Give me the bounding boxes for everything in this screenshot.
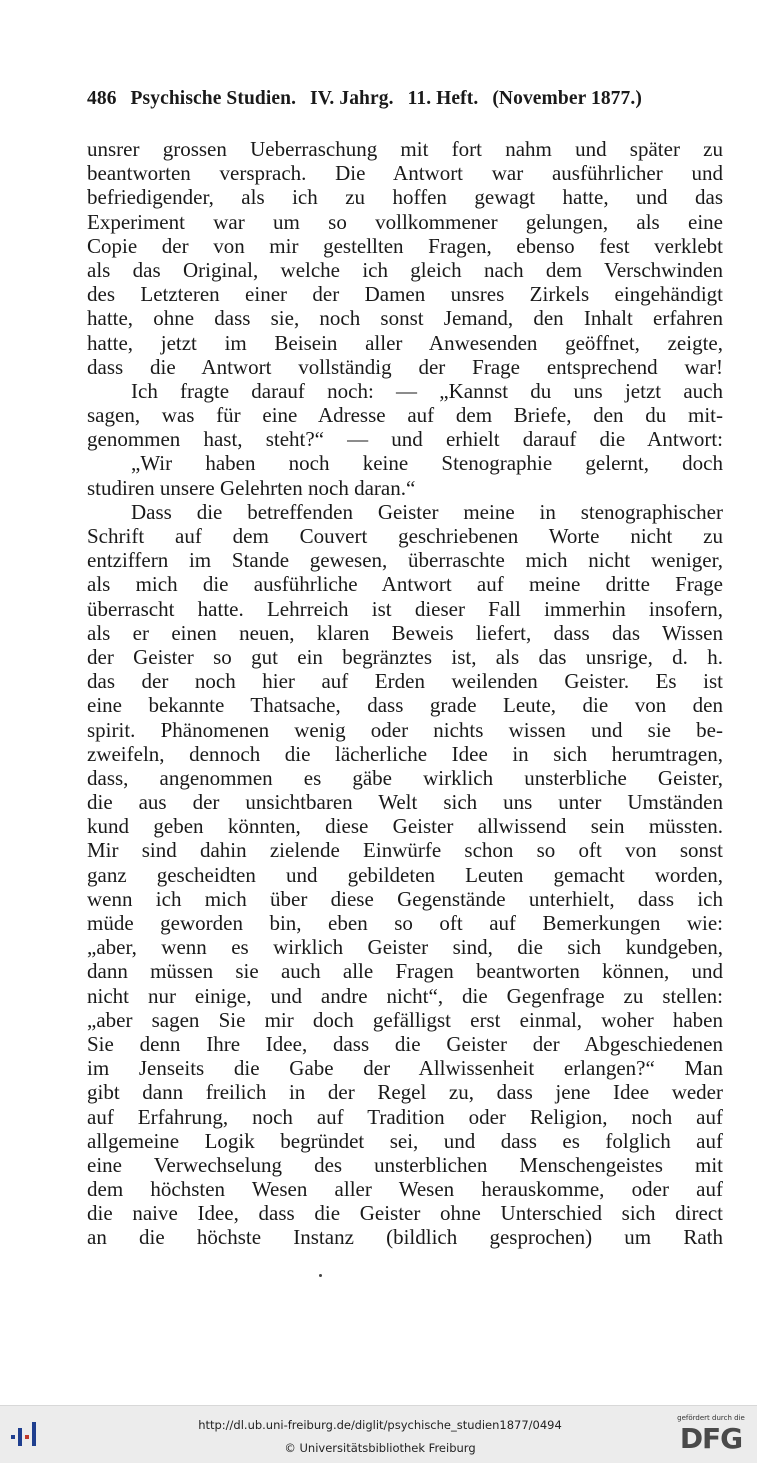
text-line: ganz gescheidten und gebildeten Leuten gemacht worden, bbox=[87, 862, 723, 887]
permalink-url[interactable]: http://dl.ub.uni-freiburg.de/diglit/psychische_studien1877/0494 bbox=[198, 1418, 562, 1432]
text-line: genommen hast, steht?“ — und erhielt darauf die Antwort: bbox=[87, 427, 723, 452]
text-line: Experiment war um so vollkommener gelungen, als eine bbox=[87, 209, 723, 234]
text-line: studiren unsere Gelehrten noch daran.“ bbox=[87, 475, 416, 500]
text-line: zweifeln, dennoch die lächerliche Idee in sich herumtragen, bbox=[87, 741, 723, 766]
text-line: Copie der von mir gestellten Fragen, ebenso fest verklebt bbox=[87, 233, 723, 258]
text-line: müde geworden bin, eben so oft auf Bemerkungen wie: bbox=[87, 911, 723, 935]
page-number: 486 bbox=[87, 88, 117, 109]
text-line: gibt dann freilich in der Regel zu, dass jene Idee weder bbox=[87, 1080, 723, 1105]
page-speck bbox=[319, 1274, 322, 1277]
text-line: im Jenseits die Gabe der Allwissenheit erlangen?“ Man bbox=[87, 1056, 723, 1081]
library-logo-icon bbox=[11, 1420, 39, 1450]
text-line: entziffern im Stande gewesen, überraschte mich nicht weniger, bbox=[87, 548, 723, 573]
text-line: eine bekannte Thatsache, dass grade Leute, die von den bbox=[87, 693, 723, 718]
text-line: dem höchsten Wesen aller Wesen herauskomme, oder auf bbox=[87, 1177, 723, 1202]
volume-year: IV. Jahrg. bbox=[310, 88, 394, 109]
issue-number: 11. Heft. bbox=[407, 88, 479, 109]
body-text bbox=[87, 137, 723, 1250]
text-line: der Geister so gut ein begränztes ist, als das unsrige, d. h. bbox=[87, 644, 723, 669]
text-line: Mir sind dahin zielende Einwürfe schon so oft von sonst bbox=[87, 838, 723, 863]
text-line: Sie denn Ihre Idee, dass die Geister der Abgeschiedenen bbox=[87, 1031, 723, 1056]
running-header bbox=[87, 88, 723, 110]
text-line: wenn ich mich über diese Gegenstände unterhielt, dass ich bbox=[87, 886, 723, 911]
text-line: unsrer grossen Ueberraschung mit fort nahm und später zu bbox=[87, 137, 723, 161]
issue-date: (November 1877.) bbox=[492, 88, 642, 109]
text-line: Schrift auf dem Couvert geschriebenen Worte nicht zu bbox=[87, 524, 723, 548]
text-line: hatte, ohne dass sie, noch sonst Jemand, den Inhalt erfahren bbox=[87, 306, 723, 331]
text-line: überrascht hatte. Lehrreich ist dieser Fall immerhin insofern, bbox=[87, 596, 723, 621]
text-line: Ich fragte darauf noch: — „Kannst du uns jetzt auch bbox=[131, 378, 723, 403]
text-line: die naive Idee, dass die Geister ohne Unterschied sich direct bbox=[87, 1201, 723, 1226]
text-line: „Wir haben noch keine Stenographie gelernt, doch bbox=[131, 451, 723, 476]
text-line: als das Original, welche ich gleich nach dem Verschwinden bbox=[87, 257, 723, 282]
text-line: befriedigender, als ich zu hoffen gewagt hatte, und das bbox=[87, 185, 723, 210]
text-line: „aber sagen Sie mir doch gefälligst erst einmal, woher haben bbox=[87, 1007, 723, 1032]
text-line: an die höchste Instanz (bildlich gesprochen) um Rath bbox=[87, 1225, 723, 1250]
text-line: die aus der unsichtbaren Welt sich uns unter Umständen bbox=[87, 790, 723, 815]
text-line: dass die Antwort vollständig der Frage entsprechend war! bbox=[87, 354, 723, 379]
text-line: dass, angenommen es gäbe wirklich unsterbliche Geister, bbox=[87, 765, 723, 790]
text-line: als er einen neuen, klaren Beweis liefert, dass das Wissen bbox=[87, 620, 723, 645]
text-line: beantworten versprach. Die Antwort war ausführlicher und bbox=[87, 161, 723, 186]
text-line: eine Verwechselung des unsterblichen Menschengeistes mit bbox=[87, 1152, 723, 1177]
viewer-footer bbox=[0, 1405, 757, 1463]
text-line: das der noch hier auf Erden weilenden Geister. Es ist bbox=[87, 669, 723, 694]
text-line: allgemeine Logik begründet sei, und dass es folglich auf bbox=[87, 1128, 723, 1153]
text-line: dann müssen sie auch alle Fragen beantworten können, und bbox=[87, 959, 723, 984]
text-line: nicht nur einige, und andre nicht“, die Gegenfrage zu stellen: bbox=[87, 983, 723, 1008]
text-line: kund geben könnten, diese Geister allwissend sein müssten. bbox=[87, 814, 723, 839]
text-line: auf Erfahrung, noch auf Tradition oder Religion, noch auf bbox=[87, 1104, 723, 1129]
text-line: des Letzteren einer der Damen unsres Zirkels eingehändigt bbox=[87, 282, 723, 307]
funding-note: gefördert durch die bbox=[677, 1414, 745, 1422]
copyright-notice: © Universitätsbibliothek Freiburg bbox=[284, 1441, 476, 1455]
text-line: als mich die ausführliche Antwort auf meine dritte Frage bbox=[87, 572, 723, 597]
text-line: hatte, jetzt im Beisein aller Anwesenden geöffnet, zeigte, bbox=[87, 330, 723, 355]
text-line: spirit. Phänomenen wenig oder nichts wissen und sie be- bbox=[87, 717, 723, 742]
text-line: „aber, wenn es wirklich Geister sind, die sich kundgeben, bbox=[87, 935, 723, 960]
journal-title: Psychische Studien. bbox=[130, 88, 297, 109]
dfg-logo: DFG bbox=[679, 1422, 743, 1455]
text-line: sagen, was für eine Adresse auf dem Briefe, den du mit- bbox=[87, 403, 723, 428]
text-line: Dass die betreffenden Geister meine in stenographischer bbox=[131, 499, 723, 524]
